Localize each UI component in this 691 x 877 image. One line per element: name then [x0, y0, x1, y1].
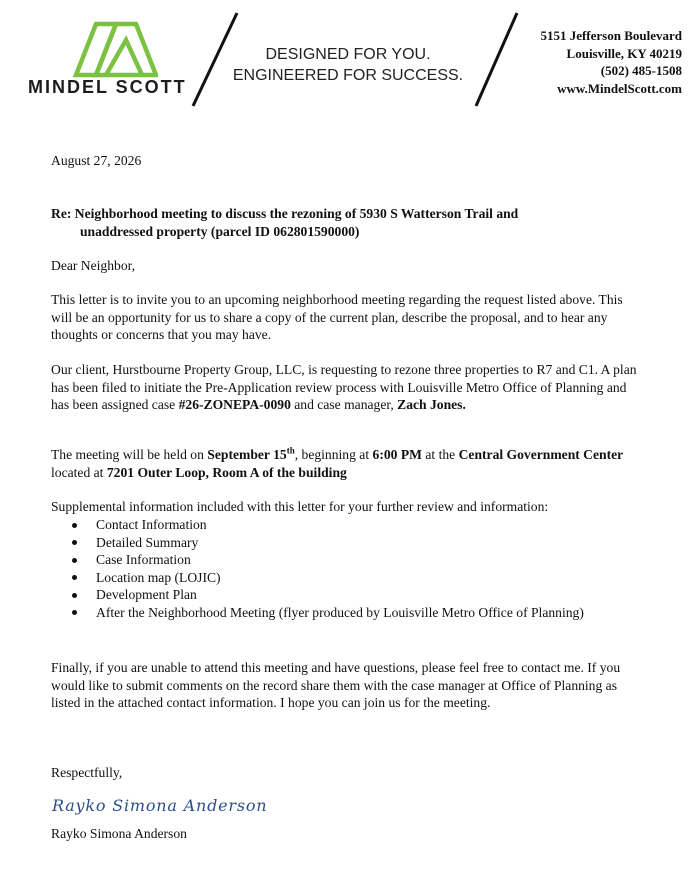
bullet-icon	[72, 540, 77, 545]
bullet-icon	[72, 593, 77, 598]
closing: Respectfully,	[51, 765, 123, 780]
meeting-location: 7201 Outer Loop, Room A of the building	[106, 464, 347, 480]
paragraph-request	[51, 361, 647, 414]
list-item: Location map (LOJIC)	[72, 569, 584, 587]
tagline-line-2: ENGINEERED FOR SUCCESS.	[232, 67, 464, 84]
attachment-list	[72, 516, 584, 622]
handwritten-signature: Rayko Simona Anderson	[52, 796, 268, 815]
address-website[interactable]: www.MindelScott.com	[557, 80, 682, 96]
meeting-time: 6:00 PM	[372, 447, 422, 462]
list-item: After the Neighborhood Meeting (flyer produced by Louisville Metro Office of Planning)	[72, 604, 584, 622]
letter-date: August 27, 2026	[51, 153, 142, 168]
subject-line	[51, 205, 651, 240]
address-phone: (502) 485-1508	[600, 63, 682, 78]
address-city: Louisville, KY 40219	[566, 45, 682, 61]
meeting-text-b: , beginning at	[294, 447, 373, 462]
case-number: #26-ZONEPA-0090	[178, 397, 291, 413]
list-item: Detailed Summary	[72, 534, 584, 552]
meeting-date: September 15th	[207, 445, 295, 462]
company-tagline	[222, 44, 474, 86]
case-manager: Zach Jones.	[397, 397, 466, 413]
salutation: Dear Neighbor,	[51, 258, 136, 273]
bullet-icon	[72, 558, 77, 563]
bullet-icon	[72, 575, 77, 580]
paragraph-supplemental: Supplemental information included with this letter for your further review and information:	[51, 499, 549, 514]
request-text-a: Our client, Hurstbourne Property Group, LLC, is requesting to rezone three properties to R7 and C1. A plan has been filed to initiate the Pre-Application review process with Louisville Metro Office of Planning and has been assigned case	[51, 362, 637, 413]
paragraph-meeting-details	[51, 446, 647, 481]
meeting-text-c: at the	[421, 447, 459, 462]
meeting-text-a: The meeting will be held on	[51, 447, 208, 462]
company-name: MINDEL SCOTT	[28, 77, 187, 97]
signer-name: Rayko Simona Anderson	[51, 826, 187, 841]
paragraph-closing-remarks: Finally, if you are unable to attend this meeting and have questions, please feel free to contact me. If you would like to submit comments on the record share them with the case manager at Office of Planning as listed in the attached contact information. I hope you can join us for the meeting.	[51, 660, 621, 711]
address-street: 5151 Jefferson Boulevard	[540, 28, 682, 43]
subject-line-1: Re: Neighborhood meeting to discuss the rezoning of 5930 S Watterson Trail and	[51, 206, 519, 221]
meeting-venue: Central Government Center	[458, 447, 624, 462]
company-address	[540, 27, 682, 97]
request-text-b: and case manager,	[290, 397, 398, 413]
bullet-icon	[72, 523, 77, 528]
meeting-date-suffix: th	[286, 445, 295, 456]
list-item: Case Information	[72, 551, 584, 569]
tagline-line-1: DESIGNED FOR YOU.	[265, 46, 431, 63]
bullet-icon	[72, 610, 77, 615]
subject-line-2: unaddressed property (parcel ID 062801590000)	[80, 223, 360, 239]
meeting-text-d: located at	[51, 464, 107, 480]
list-item: Contact Information	[72, 516, 584, 534]
paragraph-invitation: This letter is to invite you to an upcoming neighborhood meeting regarding the request listed above. This will be an opportunity for us to share a copy of the current plan, describe the proposal, and to hear any thoughts or concerns that you may have.	[51, 292, 623, 343]
list-item: Development Plan	[72, 586, 584, 604]
